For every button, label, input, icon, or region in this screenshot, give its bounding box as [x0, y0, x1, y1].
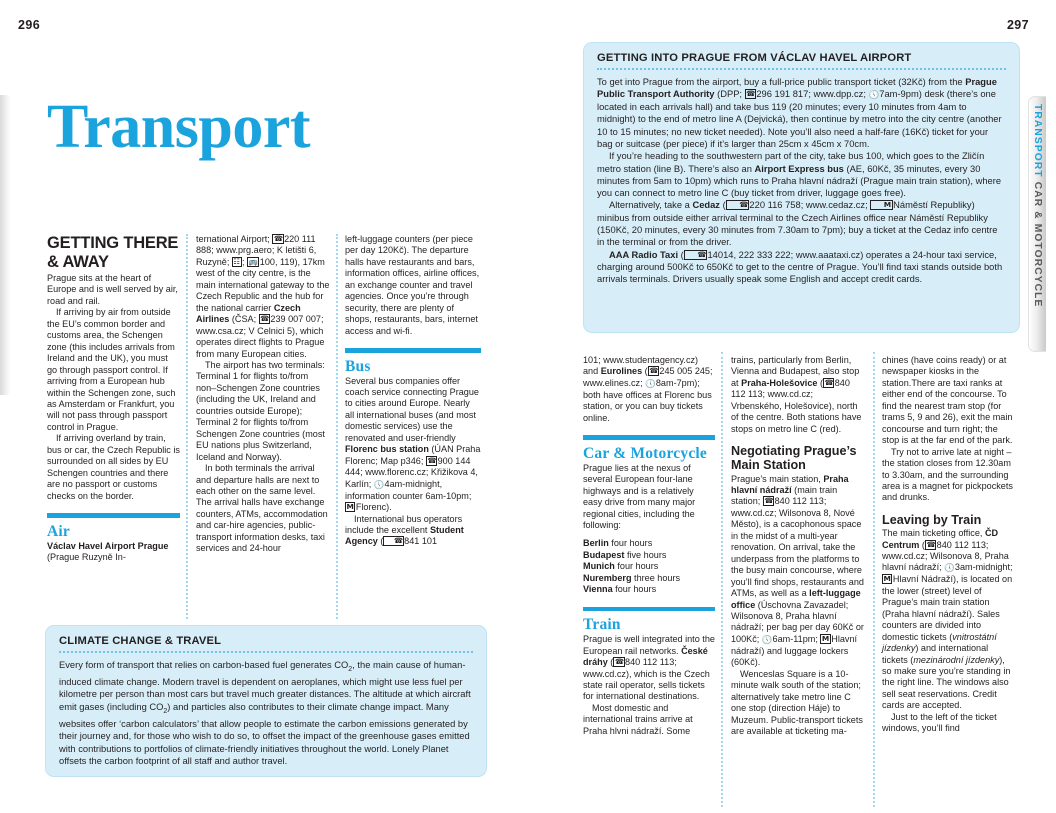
phone-icon: ☎ — [746, 89, 755, 99]
opening-hours: 4am-midnight, information counter 6am-10pm; — [345, 478, 472, 501]
drive-time: four hours — [608, 538, 653, 549]
phone-icon: ☎ — [383, 536, 403, 546]
opening-hours: 7am-9pm — [879, 89, 919, 100]
phone-icon: ☎ — [260, 314, 269, 324]
phone-number: 840 112 113 — [625, 657, 675, 668]
clock-icon: 🕔 — [944, 562, 955, 573]
paragraph: If arriving overland by train, bus or car, the Czech Republic is surrounded on all sides by EU Schengen countries and there are no passport or customs checks on the border. — [47, 433, 180, 501]
section-rule — [345, 348, 481, 353]
side-tab-secondary: CAR & MOTORCYCLE — [1032, 181, 1043, 308]
clock-icon: 🕔 — [761, 634, 773, 645]
phone-number: 840 112 113 — [731, 377, 850, 400]
metro-station: Hlavní Nádraží — [892, 574, 954, 585]
paragraph: Prague lies at the nexus of several European four-lane highways and is a relatively easy drive from many major regional cities, including the following: — [583, 462, 696, 530]
paragraph: ternational Airport; ☎ 220 111 888; www.prg.aero; K letišti 6, Ruzyně; ☷ ; 🚌 100, 119), 17km west of the city centre, is the main international gateway to the Czech Republic and the hub for the national carrier Czech Airlines (ČSA; ☎ 239 007 007; www.csa.cz; V Celnici 5), which operates direct flights to Prague from many European cities. — [196, 234, 330, 359]
phone-number: 220 116 758 — [749, 200, 801, 211]
box-body — [597, 76, 1006, 286]
drive-time-item — [583, 538, 715, 549]
phone-number: 840 112 113 — [774, 496, 824, 507]
right-column-2 — [731, 355, 866, 738]
column-separator-1 — [186, 234, 188, 619]
left-column-3 — [345, 234, 481, 548]
paragraph: trains, particularly from Berlin, Vienna and Budapest, also stop at Praha-Holešovice ( ☎ 840 112 113; www.cd.cz; Vrbenského, Holešovice), north of the centre. Both stations have stops on metro line C (red). — [731, 355, 862, 434]
drive-time: four hours — [612, 584, 657, 595]
clock-icon: 🕔 — [373, 479, 385, 490]
climate-change-box — [45, 625, 487, 777]
poi-name: Czech Airlines — [196, 302, 301, 325]
phone-icon: ☎ — [824, 377, 833, 387]
phone-icon: ☎ — [764, 496, 773, 506]
getting-into-prague-box — [583, 42, 1020, 333]
side-tab-primary: TRANSPORT — [1032, 104, 1043, 178]
paragraph: Just to the left of the ticket windows, you’ll find — [882, 711, 997, 734]
metro-icon: M — [870, 200, 892, 210]
paragraph: left-luggage counters (per piece per day 120Kč). The departure halls have restaurants and bars, information offices, airline offices, an exchange counter and travel agencies. Once you’re through security, there are plenty of shops, restaurants, bars, internet access and wi-fi. — [345, 234, 480, 336]
column-separator-4 — [873, 352, 875, 807]
subsection-heading-bus: Bus — [345, 357, 371, 375]
poi-name: left-luggage office — [731, 588, 861, 610]
column-separator-2 — [336, 234, 338, 619]
drive-time: three hours — [631, 572, 681, 583]
poi-name: Prague Public Transport Authority — [597, 77, 997, 100]
paragraph: The airport has two terminals: Terminal 1 for flights to/from non–Schengen Zone countries (including the UK, Ireland and countries outside Europe); Terminal 2 for flights to/from Schengen Zone countries (most EU nations plus Switzerland, Iceland and Norway). — [196, 359, 325, 462]
left-column-1 — [47, 234, 180, 563]
paragraph: International bus operators include the excellent Student Agency ( ☎ 841 101 — [345, 513, 464, 547]
poi-name: Praha-Holešovice — [741, 377, 818, 388]
column-separator-3 — [721, 352, 723, 807]
poi-name: Cedaz — [692, 200, 720, 211]
phone-number: 900 144 444 — [345, 455, 471, 478]
metro-icon: M — [883, 574, 891, 584]
poi-name: České dráhy — [583, 645, 708, 668]
phone-icon: ☎ — [726, 200, 749, 210]
metro-station: Hlavní nádraží — [731, 633, 858, 656]
subsection-heading-air: Air — [47, 522, 70, 540]
drive-time-item — [583, 584, 715, 595]
paragraph: chines (have coins ready) or at newspaper kiosks in the station.There are taxi ranks at either end of the concourse. To find the nearest tram stop (for trams 5, 9 and 26), exit the main concourse and turn right; the stop is at the far end of the park. — [882, 355, 1013, 446]
poi-name: Airport Express bus — [754, 163, 844, 174]
spacer — [583, 531, 715, 538]
section-heading-getting-there: GETTING THERE & AWAY — [47, 234, 179, 271]
wifi-icon: ☷ — [233, 256, 241, 266]
city-name: Nuremberg — [583, 572, 632, 583]
poi-name: Praha hlavní nádraží — [731, 473, 849, 496]
drive-time-item — [583, 561, 715, 572]
paragraph: In both terminals the arrival and departure halls are next to each other on the same level. The arrival halls have exchange counters, ATMs, accommodation and car-hire agencies, public-transport information desks, taxi services and 24-hour — [196, 463, 328, 554]
phone-icon: ☎ — [649, 366, 658, 376]
subscript: 2 — [348, 665, 353, 673]
metro-icon: M — [346, 502, 354, 512]
paragraph: Prague is well integrated into the European rail networks. České dráhy ( ☎ 840 112 113; www.cd.cz), which is the Czech state rail operator, sells tickets for international destinations. — [583, 634, 715, 702]
city-name: Vienna — [583, 584, 613, 595]
box-divider — [597, 68, 1006, 70]
paragraph: Several bus companies offer coach service connecting Prague to cities around Europe. Nearly all international buses (and most domestic services) use the renovated and user-friendly Florenc bus station (ÚAN Praha Florenc; Map p346; ☎ 900 144 444; www.florenc.cz; Křižikova 4, Karlín; 🕔4am-midnight, information counter 6am-10pm; M Florenc). — [345, 375, 481, 513]
box-title: CLIMATE CHANGE & TRAVEL — [59, 635, 222, 647]
paragraph: Most domestic and international trains arrive at Praha hlvni nádraží. Some — [583, 702, 693, 736]
subsection-heading-train: Train — [583, 616, 621, 634]
paragraph: To get into Prague from the airport, buy a full-price public transport ticket (32Kč) from the Prague Public Transport Authority (DPP; ☎ 296 191 817; www.dpp.cz; 🕔7am-9pm) desk (there’s one located in each arrivals hall) and take bus 119 (20 minutes; every 10 minutes from 4am to midnight) to the end of metro line A (Dejvická), then continue by metro into the city centre (another 10 to 15 minutes; no new ticket needed). Note you’ll also need a half-fare (16Kč) ticket for your bag or suitcase (per piece) if it’s larger than 25cm x 45cm x 70cm. — [597, 77, 1002, 149]
paragraph: Prague sits at the heart of Europe and is well served by air, road and rail. — [47, 273, 178, 306]
phone-icon: ☎ — [684, 250, 707, 260]
bus-icon: 🚌 — [248, 256, 258, 266]
phone-number: 14014, 222 333 222 — [707, 249, 791, 260]
phone-number: 220 111 888 — [196, 234, 316, 256]
paragraph: If you’re heading to the southwestern part of the city, take bus 100, which goes to the Zličín metro station (line B). There’s also an Airport Express bus (AE, 60Kč, 35 minutes, every 30 minutes from 5am to 10pm) which runs to Praha hlavní nádraží (Prague main train station), where you can connect to metro line C (buy ticket from driver, luggage goes free). — [597, 151, 1002, 199]
box-body — [59, 659, 473, 767]
poi-name: Florenc bus station — [345, 444, 429, 455]
right-column-1 — [583, 355, 715, 737]
side-tab-label — [1029, 104, 1045, 354]
subscript: 2 — [163, 707, 168, 715]
subsection-heading-leaving-by-train: Leaving by Train — [882, 512, 982, 527]
paragraph: Wenceslas Square is a 10-minute walk south of the station; alternatively take metro line C one stop (direction Háje) to Muzeum. Public-transport tickets are available at ticketing ma- — [731, 668, 863, 737]
bus-numbers: 100, 119 — [259, 256, 295, 267]
phone-number: 245 005 245 — [659, 366, 710, 377]
opening-hours: 8am-7pm — [655, 377, 695, 388]
city-name: Berlin — [583, 538, 609, 549]
phone-icon: ☎ — [273, 234, 283, 243]
box-divider — [59, 651, 473, 653]
poi-name: ČD Centrum — [882, 528, 999, 550]
drive-time-item — [583, 550, 715, 561]
section-rule — [583, 435, 715, 440]
subsection-heading-car-motorcycle: Car & Motorcycle — [583, 444, 707, 462]
left-column-2 — [196, 234, 330, 555]
page-title: Transport — [47, 93, 311, 161]
subsection-heading-main-station: Negotiating Prague’s Main Station — [731, 444, 857, 473]
paragraph: Alternatively, take a Cedaz ( ☎ 220 116 758; www.cedaz.cz; M Náměstí Republiky) minibus from outside either arrival terminal to the Czech Airlines office near Náměstí Republiky (150Kč, 20 minutes, every 30 minutes from 7.30am to 7pm); buy a ticket at the Cedaz info centre in the terminal or from the driver. — [597, 200, 998, 248]
phone-icon: ☎ — [926, 539, 935, 549]
page-number-left: 296 — [18, 18, 41, 32]
drive-time-item — [583, 573, 715, 584]
gutter-shadow — [0, 95, 11, 395]
paragraph: If arriving by air from outside the EU’s common border and customs area, the Schengen zone (this includes arrivals from Ireland and the UK), you must go through passport control. If arriving from a European hub within the Schengen zone, such as Amsterdam or Frankfurt, you will not pass through passport control in Prague. — [47, 307, 176, 432]
city-name: Budapest — [583, 549, 625, 560]
phone-icon: ☎ — [614, 657, 624, 667]
poi-detail: (Prague Ruzyně In- — [47, 552, 126, 563]
paragraph: Every form of transport that relies on carbon-based fuel generates $CO_2$, the main cause of human-induced climate change. Modern travel is dependent on aeroplanes, which might use less fuel per kilometre per person than most cars but travel much greater distances. The altitude at which aircraft emit gases (including $CO_2$) and particles also contributes to their climate change impact. Many websites offer ‘carbon calculators’ that allow people to estimate the carbon emissions generated by their journey and, for those who wish to do so, to offset the impact of the greenhouse gases emitted with contributions to portfolios of climate-friendly initiatives throughout the world. Lonely Planet offsets the carbon footprint of all staff and author travel. — [59, 660, 471, 766]
metro-icon: M — [821, 633, 830, 643]
city-name: Munich — [583, 561, 615, 572]
clock-icon: 🕔 — [868, 89, 880, 100]
phone-number: 239 007 007 — [270, 314, 321, 325]
czech-term: vnitrostátní jízdenky — [882, 631, 997, 654]
drive-time: five hours — [624, 549, 667, 560]
phone-number: 840 112 113 — [936, 539, 986, 550]
opening-hours: 6am-11pm — [772, 633, 816, 644]
section-rule — [47, 513, 180, 518]
page-number-right: 297 — [1006, 18, 1029, 32]
drive-time: four hours — [614, 561, 659, 572]
phone-number: 841 101 — [404, 536, 438, 547]
right-column-3 — [882, 355, 1015, 735]
poi-name: Student Agency — [345, 524, 464, 547]
paragraph: Prague’s main station, Praha hlavní nádraží (main train station; ☎ 840 112 113; www.cd.cz; Wilsonova 8, Nové Město), is a cacophonous space in the midst of a multi-year renovation. On arrival, take the underpass from the platforms to the busy main concourse, where you’ll find shops, restaurants and ATMs, as well as a left-luggage office (Úschovna Zavazadel; Wilsonova 8, Praha hlavní nádraží; per bag per day 60Kč or 100Kč; 🕔6am-11pm; M Hlavní nádraží) and luggage lockers (60Kč). — [731, 473, 864, 668]
metro-station: Florenc). — [355, 502, 392, 513]
poi-name: Eurolines — [600, 366, 643, 377]
phone-icon: ☎ — [427, 455, 436, 465]
opening-hours: 3am-midnight — [954, 562, 1010, 573]
paragraph: The main ticketing office, ČD Centrum ( ☎ 840 112 113; www.cd.cz; Wilsonova 8, Praha hlavní nádraží; 🕔3am-midnight; M Hlavní Nádraží), is located on the lower (street) level of Prague’s main train station (Praha hlavní nádraží). Sales counters are divided into domestic tickets (vnitrostátní jízdenky) and international tickets (mezinárodní jízdenky), so make sure you’re standing in the right line. The windows also sell seat reservations. Credit cards are accepted. — [882, 528, 1013, 711]
poi-name: Václav Havel Airport Prague — [47, 540, 169, 551]
poi-name: AAA Radio Taxi — [609, 249, 679, 260]
box-title: GETTING INTO PRAGUE FROM VÁCLAV HAVEL AIRPORT — [597, 52, 912, 64]
paragraph: Try not to arrive late at night – the station closes from 12.30am to 3.30am, and the surrounding area is a magnet for pickpockets and drunks. — [882, 446, 1013, 503]
paragraph: 101; www.studentagency.cz) and Eurolines ( ☎ 245 005 245; www.elines.cz; 🕔8am-7pm); both have offices at Florenc bus station, or you can buy tickets online. — [583, 355, 713, 423]
paragraph: AAA Radio Taxi ( ☎ 14014, 222 333 222; www.aaataxi.cz) operates a 24-hour taxi service, charging around 500Kč to 650Kč to get to the centre of Prague. You’ll find taxi stands outside both arrivals terminals. Drivers usually speak some English and accept credit cards. — [597, 249, 1003, 285]
czech-term: mezinárodní jízdenky — [913, 654, 1000, 665]
clock-icon: 🕔 — [645, 378, 656, 389]
metro-station: Náměstí Republiky — [893, 200, 972, 211]
paragraph — [47, 541, 180, 564]
section-rule — [583, 607, 715, 612]
phone-number: 296 191 817 — [756, 89, 809, 100]
